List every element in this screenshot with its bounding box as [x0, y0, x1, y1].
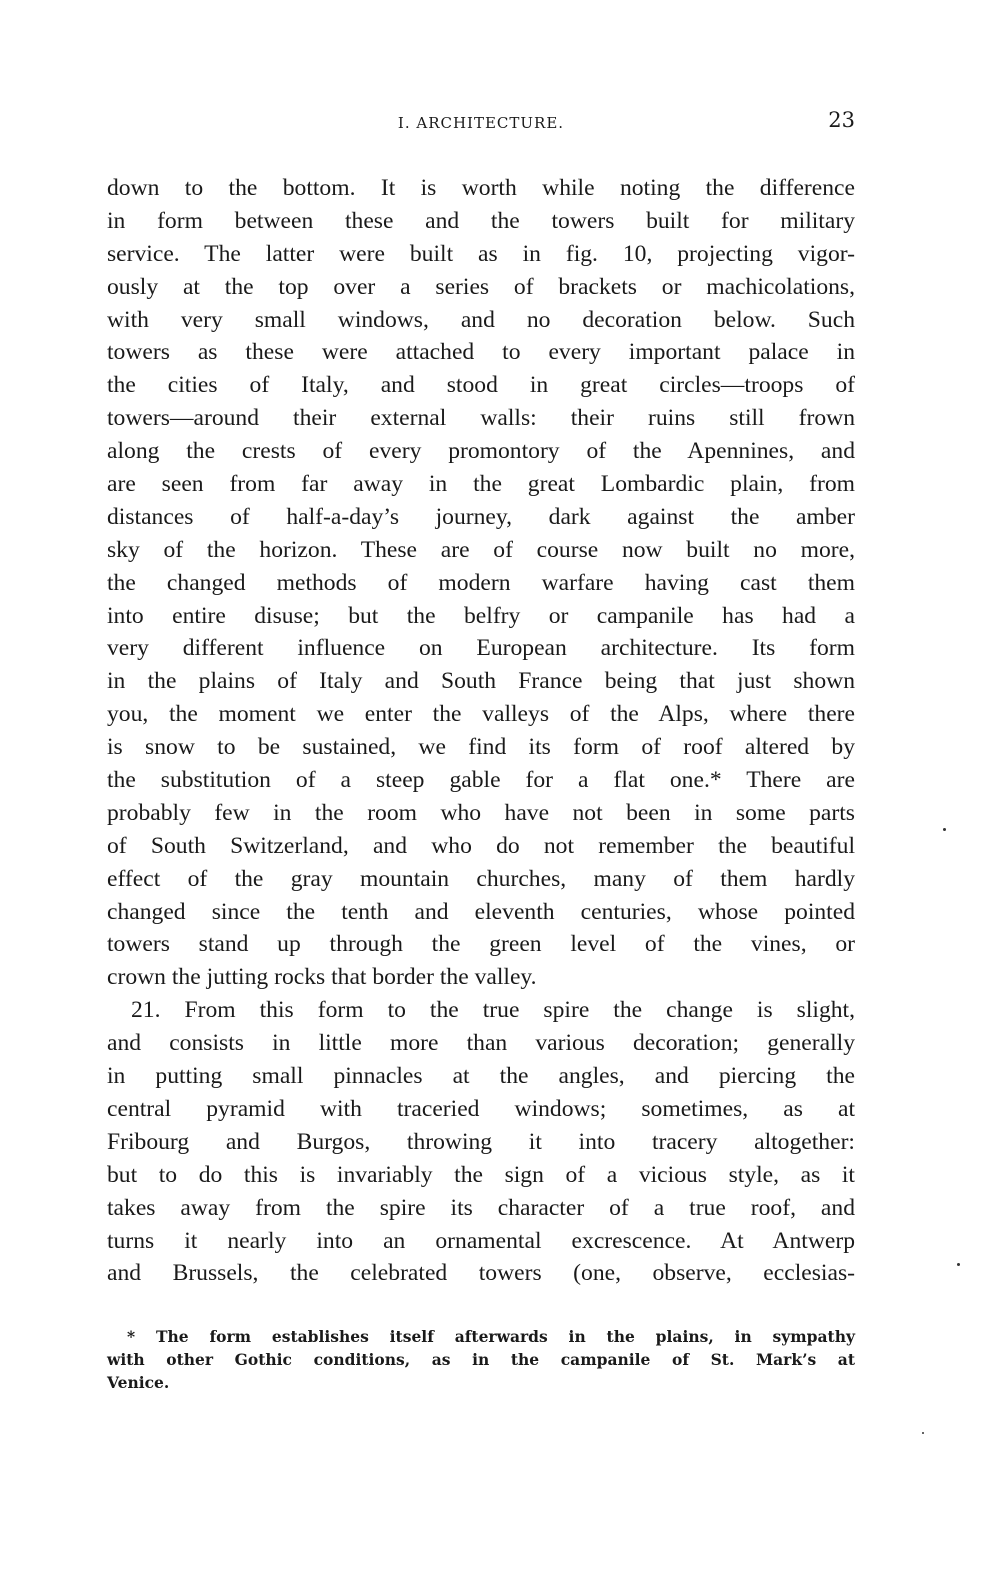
- text-line: but to do this is invariably the sign of a vicious style, as it: [107, 1161, 855, 1188]
- text-line: distances of half-a-day’s journey, dark against the amber: [107, 503, 855, 530]
- text-line: sky of the horizon. These are of course now built no more,: [107, 536, 855, 563]
- body-text: [107, 172, 855, 1290]
- text-line: you, the moment we enter the valleys of the Alps, where there: [107, 701, 855, 728]
- text-line: the changed methods of modern warfare having cast them: [107, 569, 855, 596]
- text-line: the cities of Italy, and stood in great circles—troops of: [107, 372, 855, 399]
- text-line: crown the jutting rocks that border the valley.: [107, 964, 537, 991]
- page-number: 23: [828, 108, 855, 132]
- paragraph-start-line: 21. From this form to the true spire the change is slight,: [131, 997, 855, 1024]
- text-line: with very small windows, and no decoration below. Such: [107, 306, 855, 333]
- text-line: central pyramid with traceried windows; sometimes, as at: [107, 1095, 855, 1122]
- footnote: [107, 1325, 855, 1394]
- text-line: towers as these were attached to every important palace in: [107, 339, 855, 366]
- text-line: towers stand up through the green level of the vines, or: [107, 931, 855, 958]
- text-line: are seen from far away in the great Lombardic plain, from: [107, 471, 855, 498]
- text-line: towers—around their external walls: their ruins still frown: [107, 405, 855, 432]
- footnote-line: with other Gothic conditions, as in the campanile of St. Mark’s at: [107, 1350, 855, 1369]
- text-line: along the crests of every promontory of the Apennines, and: [107, 438, 855, 465]
- text-line: effect of the gray mountain churches, many of them hardly: [107, 865, 855, 892]
- text-line: probably few in the room who have not been in some parts: [107, 799, 855, 826]
- text-line: into entire disuse; but the belfry or campanile has had a: [107, 602, 855, 629]
- page-header: [107, 108, 855, 138]
- text-line: turns it nearly into an ornamental excrescence. At Antwerp: [107, 1227, 855, 1254]
- scan-speck: [957, 1263, 960, 1266]
- text-line: ously at the top over a series of brackets or machicolations,: [107, 273, 855, 300]
- footnote-line: Venice.: [107, 1373, 170, 1392]
- running-title: I. ARCHITECTURE.: [397, 114, 565, 132]
- text-line: in putting small pinnacles at the angles, and piercing the: [107, 1063, 855, 1090]
- text-line: of South Switzerland, and who do not remember the beautiful: [107, 832, 855, 859]
- text-line: in form between these and the towers built for military: [107, 207, 855, 234]
- text-line: service. The latter were built as in fig. 10, projecting vigor-: [107, 240, 855, 267]
- scan-speck: [922, 1432, 924, 1434]
- text-line: changed since the tenth and eleventh centuries, whose pointed: [107, 898, 855, 925]
- text-line: and Brussels, the celebrated towers (one, observe, ecclesias-: [107, 1260, 855, 1287]
- text-line: and consists in little more than various decoration; generally: [107, 1030, 855, 1057]
- text-line: the substitution of a steep gable for a flat one.* There are: [107, 767, 855, 794]
- text-line: is snow to be sustained, we find its form of roof altered by: [107, 734, 855, 761]
- text-line: takes away from the spire its character of a true roof, and: [107, 1194, 855, 1221]
- text-line: in the plains of Italy and South France being that just shown: [107, 668, 855, 695]
- footnote-line: * The form establishes itself afterwards in the plains, in sympathy: [127, 1327, 855, 1346]
- text-line: very different influence on European architecture. Its form: [107, 635, 855, 662]
- text-line: down to the bottom. It is worth while noting the difference: [107, 175, 855, 201]
- scan-speck: [943, 828, 946, 831]
- text-line: Fribourg and Burgos, throwing it into tracery altogether:: [107, 1128, 855, 1155]
